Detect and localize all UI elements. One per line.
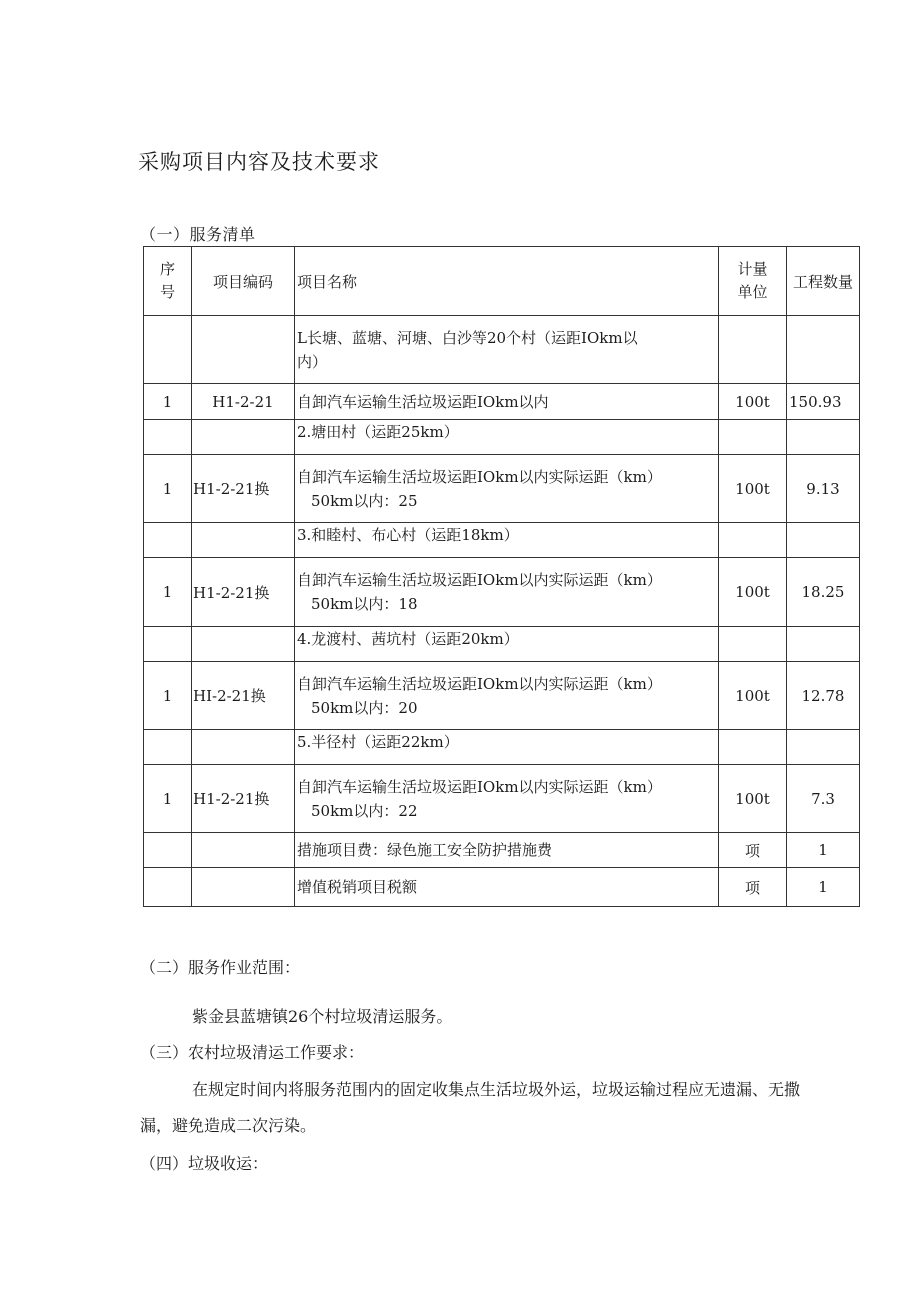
cell-name-line1: L长塘、蓝塘、河塘、白沙等20个村（运距IOkm以 (297, 328, 638, 347)
cell-name-line2: 50km以内：18 (311, 595, 418, 613)
section-heading-service-list: （一）服务清单 (140, 225, 256, 244)
cell-name: 增值税销项目税额 (295, 868, 719, 907)
cell-unit: 100t (719, 558, 787, 627)
cell-qty: 18.25 (787, 558, 860, 627)
cell-seq (144, 730, 192, 765)
cell-code: H1-2-21换 (192, 765, 295, 833)
cell-seq: 1 (144, 765, 192, 833)
cell-code: H1-2-21换 (192, 558, 295, 627)
cell-qty (787, 420, 860, 455)
cell-code (192, 523, 295, 558)
cell-name (295, 455, 719, 523)
cell-code (192, 730, 295, 765)
cell-seq (144, 420, 192, 455)
requirements-body-line2: 漏，避免造成二次污染。 (140, 1116, 317, 1135)
requirements-body-line1: 在规定时间内将服务范围内的固定收集点生活垃圾外运，垃圾运输过程应无遗漏、无撒 (192, 1080, 801, 1099)
cell-name: 自卸汽车运输生活垃圾运距IOkm以内 (295, 384, 719, 420)
header-unit (719, 247, 787, 316)
cell-unit (719, 730, 787, 765)
table-header-row (144, 247, 860, 316)
section-heading-scope: （二）服务作业范围： (140, 958, 301, 977)
cell-name (295, 558, 719, 627)
cell-unit (719, 316, 787, 384)
cell-name-line1: 自卸汽车运输生活垃圾运距IOkm以内实际运距（km） (297, 467, 662, 486)
cell-unit: 项 (719, 833, 787, 868)
cell-seq: 1 (144, 384, 192, 420)
cell-name: 4.龙渡村、茜坑村（运距20km） (295, 627, 719, 662)
cell-code (192, 316, 295, 384)
table-row (144, 627, 860, 662)
header-seq-line1: 序 (159, 260, 175, 278)
table-row (144, 868, 860, 907)
cell-name-line1: 自卸汽车运输生活垃圾运距IOkm以内实际运距（km） (297, 571, 662, 589)
cell-code (192, 868, 295, 907)
cell-qty: 150.93 (787, 384, 860, 420)
cell-qty (787, 730, 860, 765)
cell-seq (144, 833, 192, 868)
table-row (144, 455, 860, 523)
table-row (144, 384, 860, 420)
cell-name (295, 662, 719, 730)
header-unit-line1: 计量 (737, 260, 768, 278)
cell-code: HI-2-21换 (192, 662, 295, 730)
cell-code (192, 833, 295, 868)
cell-name: 5.半径村（运距22km） (295, 730, 719, 765)
cell-unit: 项 (719, 868, 787, 907)
cell-name-line2: 50km以内：20 (311, 698, 418, 717)
cell-name (295, 765, 719, 833)
cell-unit (719, 627, 787, 662)
cell-seq: 1 (144, 558, 192, 627)
cell-name: 2.塘田村（运距25km） (295, 420, 719, 455)
table-row (144, 316, 860, 384)
cell-name: 措施项目费：绿色施工安全防护措施费 (295, 833, 719, 868)
section-heading-collection: （四）垃圾收运： (140, 1154, 269, 1173)
cell-qty: 1 (787, 833, 860, 868)
cell-name-line1: 自卸汽车运输生活垃圾运距IOkm以内实际运距（km） (297, 674, 662, 693)
cell-unit: 100t (719, 662, 787, 730)
header-unit-line2: 单位 (737, 283, 768, 301)
cell-seq (144, 523, 192, 558)
table-row (144, 730, 860, 765)
scope-body: 紫金县蓝塘镇26个村垃圾清运服务。 (192, 1007, 453, 1026)
document-title: 采购项目内容及技术要求 (138, 150, 380, 174)
header-seq (144, 247, 192, 316)
cell-name-line2: 50km以内：22 (311, 801, 418, 820)
table-row (144, 420, 860, 455)
table-row (144, 523, 860, 558)
cell-seq (144, 627, 192, 662)
cell-name-line2: 内） (297, 352, 328, 371)
table-row (144, 765, 860, 833)
service-list-table (143, 246, 860, 907)
header-seq-line2: 号 (159, 283, 175, 301)
cell-seq: 1 (144, 662, 192, 730)
header-name: 项目名称 (295, 247, 719, 316)
cell-seq (144, 868, 192, 907)
cell-name (295, 316, 719, 384)
cell-name-line2: 50km以内：25 (311, 491, 418, 510)
cell-qty (787, 316, 860, 384)
section-heading-requirements: （三）农村垃圾清运工作要求： (140, 1043, 365, 1062)
cell-unit: 100t (719, 455, 787, 523)
cell-qty: 1 (787, 868, 860, 907)
cell-name-line1: 自卸汽车运输生活垃圾运距IOkm以内实际运距（km） (297, 777, 662, 796)
cell-code: H1-2-21 (192, 384, 295, 420)
cell-code (192, 420, 295, 455)
cell-code (192, 627, 295, 662)
cell-seq: 1 (144, 455, 192, 523)
cell-unit (719, 523, 787, 558)
cell-qty: 12.78 (787, 662, 860, 730)
cell-unit: 100t (719, 765, 787, 833)
cell-name: 3.和睦村、布心村（运距18km） (295, 523, 719, 558)
cell-qty: 9.13 (787, 455, 860, 523)
table-row (144, 833, 860, 868)
header-qty: 工程数量 (787, 247, 860, 316)
cell-qty (787, 627, 860, 662)
cell-qty (787, 523, 860, 558)
header-code: 项目编码 (192, 247, 295, 316)
cell-code: H1-2-21换 (192, 455, 295, 523)
table-row (144, 662, 860, 730)
cell-seq (144, 316, 192, 384)
cell-qty: 7.3 (787, 765, 860, 833)
table-row (144, 558, 860, 627)
cell-unit: 100t (719, 384, 787, 420)
cell-unit (719, 420, 787, 455)
